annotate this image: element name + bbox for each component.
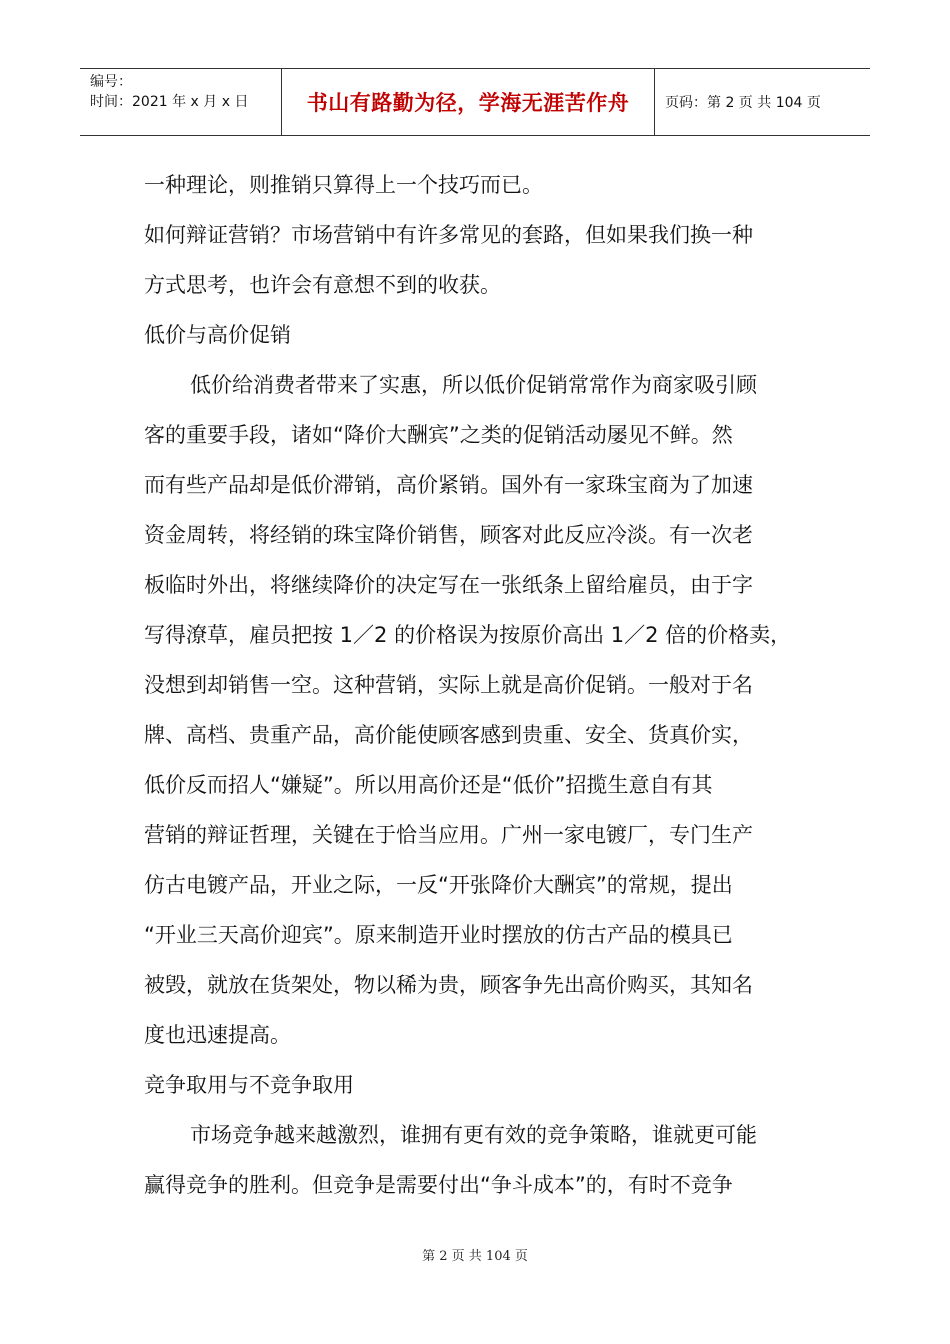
body-line: 一种理论，则推销只算得上一个技巧而已。 bbox=[144, 173, 543, 197]
paragraph-line: “开业三天高价迎宾”。原来制造开业时摆放的仿古产品的模具已 bbox=[144, 923, 733, 947]
section-heading: 低价与高价促销 bbox=[144, 323, 291, 347]
header-page-info bbox=[655, 69, 870, 135]
paragraph-line: 牌、高档、贵重产品，高价能使顾客感到贵重、安全、货真价实， bbox=[144, 723, 753, 747]
paragraph-line: 赢得竞争的胜利。但竞争是需要付出“争斗成本”的，有时不竞争 bbox=[144, 1173, 733, 1197]
section-heading: 竞争取用与不竞争取用 bbox=[144, 1073, 354, 1097]
paragraph-line: 营销的辩证哲理，关键在于恰当应用。广州一家电镀厂，专门生产 bbox=[144, 823, 753, 847]
page-info-text: 页码：第 2 页 共 104 页 bbox=[665, 95, 821, 111]
paragraph-line: 仿古电镀产品，开业之际，一反“开张降价大酬宾”的常规，提出 bbox=[144, 873, 733, 897]
paragraph-line: 客的重要手段，诸如“降价大酬宾”之类的促销活动屡见不鲜。然 bbox=[144, 423, 733, 447]
page-header bbox=[80, 68, 870, 136]
body-line: 方式思考，也许会有意想不到的收获。 bbox=[144, 273, 501, 297]
paragraph-line: 低价给消费者带来了实惠，所以低价促销常常作为商家吸引顾 bbox=[190, 373, 757, 397]
paragraph-line: 资金周转，将经销的珠宝降价销售，顾客对此反应冷淡。有一次老 bbox=[144, 523, 753, 547]
paragraph-line: 度也迅速提高。 bbox=[144, 1023, 291, 1047]
paragraph-line: 低价反而招人“嫌疑”。所以用高价还是“低价”招揽生意自有其 bbox=[144, 773, 713, 797]
paragraph-line: 而有些产品却是低价滞销，高价紧销。国外有一家珠宝商为了加速 bbox=[144, 473, 753, 497]
paragraph-line: 没想到却销售一空。这种营销，实际上就是高价促销。一般对于名 bbox=[144, 673, 753, 697]
page-footer bbox=[0, 1245, 950, 1264]
footer-page-number: 第 2 页 共 104 页 bbox=[422, 1249, 528, 1264]
code-label: 编号： bbox=[90, 74, 132, 90]
document-body bbox=[144, 160, 814, 1210]
paragraph-line: 板临时外出，将继续降价的决定写在一张纸条上留给雇员，由于字 bbox=[144, 573, 753, 597]
body-line: 如何辩证营销？市场营销中有许多常见的套路，但如果我们换一种 bbox=[144, 223, 753, 247]
header-meta bbox=[80, 69, 282, 135]
header-motto: 书山有路勤为径，学海无涯苦作舟 bbox=[306, 90, 630, 115]
header-motto-cell bbox=[282, 69, 655, 135]
date-label: 时间：2021 年 x 月 x 日 bbox=[90, 94, 249, 110]
paragraph-line: 写得潦草，雇员把按 1／2 的价格误为按原价高出 1／2 倍的价格卖， bbox=[144, 623, 792, 647]
paragraph-line: 被毁，就放在货架处，物以稀为贵，顾客争先出高价购买，其知名 bbox=[144, 973, 753, 997]
paragraph-line: 市场竞争越来越激烈，谁拥有更有效的竞争策略，谁就更可能 bbox=[190, 1123, 757, 1147]
